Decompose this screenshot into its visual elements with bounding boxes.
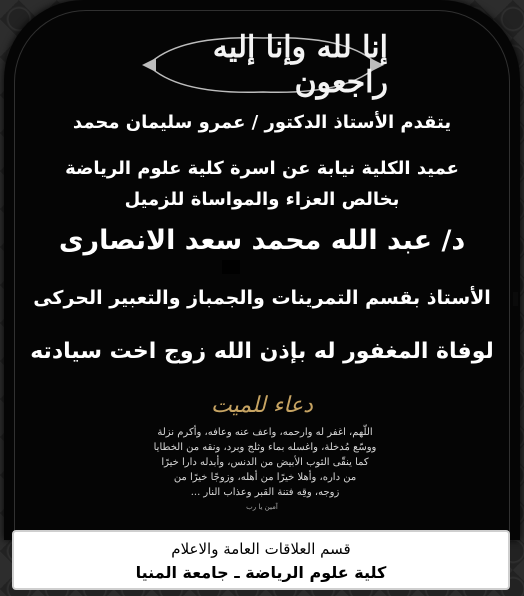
dua-line: كما ينقّى الثوب الأبيض من الدنس، وأبدله دارا خيرًا <box>161 457 369 468</box>
colleague-name: د/ عبد الله محمد سعد الانصارى <box>58 225 466 256</box>
condolence-line: بخالص العزاء والمواساة للزميل <box>124 189 400 210</box>
black-square-mark <box>222 260 240 274</box>
dua-footer: آمين يا رب <box>246 503 278 511</box>
calligraphy-banner <box>138 30 388 100</box>
dua-title: دعاء للميت <box>211 393 313 418</box>
side-mark <box>513 292 518 306</box>
banner-calligraphy: إنا لله وإنا إليه راجعون <box>212 30 388 100</box>
dua-line: ووسّع مُدخلة، واغسله بماء وثلج وبرد، ونقه من الخطايا <box>153 442 377 453</box>
dua-line: من داره، وأهلا خيرًا من أهله، وزوجًا خيرًا من <box>173 472 357 483</box>
colleague-position: الأستاذ بقسم التمرينات والجمباز والتعبير الحركى <box>33 287 491 309</box>
footer-college: كلية علوم الرياضة ـ جامعة المنيا <box>135 563 387 582</box>
dua-line: زوجه، وقِه فتنة القبر وعذاب النار ... <box>190 487 340 498</box>
dean-line: عميد الكلية نيابة عن اسرة كلية علوم الرياضة <box>65 158 459 179</box>
dua-line: اللّهم، اغفر له وارحمه، واعف عنه وعافه، وأكرم نزلة <box>157 427 373 438</box>
footer-box <box>12 530 510 590</box>
footer-department: قسم العلاقات العامة والاعلام <box>171 540 351 558</box>
announcer-line: يتقدم الأستاذ الدكتور / عمرو سليمان محمد <box>72 112 452 133</box>
dua-body <box>90 425 440 500</box>
occasion-line: لوفاة المغفور له بإذن الله زوج اخت سيادته <box>30 339 494 364</box>
